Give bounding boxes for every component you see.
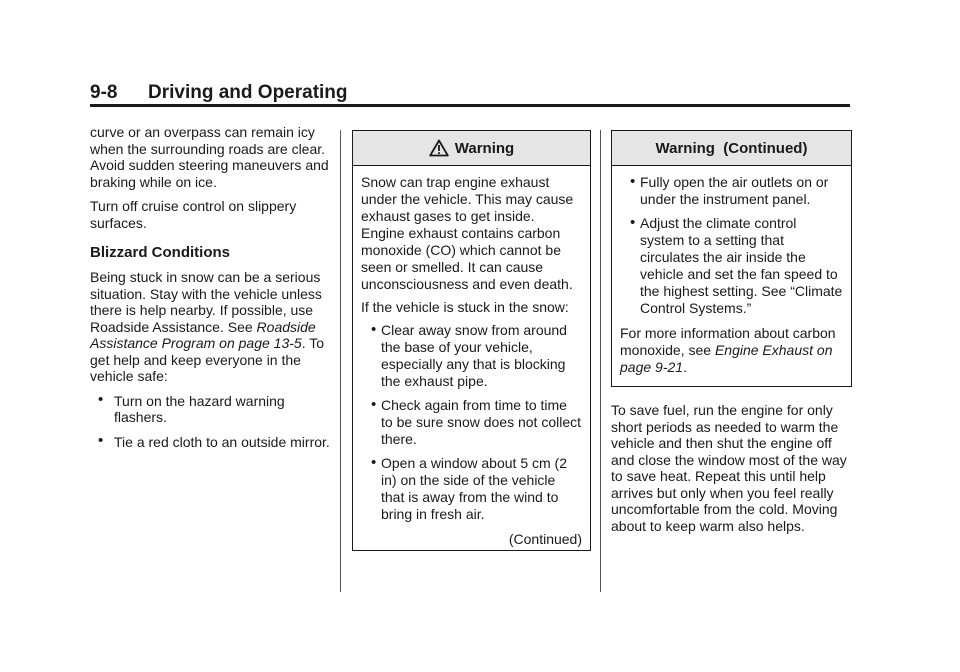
page-number: 9-8 xyxy=(90,82,118,103)
paragraph-more-info: For more information about carbon monoxide, see Engine Exhaust on page 9-21. xyxy=(620,325,836,375)
paragraph-if-stuck: If the vehicle is stuck in the snow: xyxy=(361,299,569,315)
column-left xyxy=(90,124,340,458)
column-right-text xyxy=(611,402,851,542)
page-header xyxy=(90,80,850,106)
column-divider xyxy=(600,130,601,592)
list-item: • Tie a red cloth to an outside mirror. xyxy=(90,434,340,451)
warning-triangle-icon xyxy=(429,139,449,157)
paragraph-stuck-in-snow: Being stuck in snow can be a serious situation. Stay with the vehicle unless there is help nearby. If possible, use Roadside Assistance. See Roadside Assistance Program on page 13-5. To get help and keep everyone in the vehicle safe: xyxy=(90,269,324,384)
link-engine-exhaust[interactable]: Engine Exhaust on page 9-21 xyxy=(620,342,833,375)
warning-continued-box xyxy=(611,130,852,387)
chapter-title: Driving and Operating xyxy=(148,82,348,103)
paragraph-exhaust: Snow can trap engine exhaust under the vehicle. This may cause exhaust gases to get inside. Engine exhaust contains carbon monoxide (CO) which cannot be seen or smelled. It can cause unconsciousness and even death. xyxy=(361,174,574,292)
list-item: • Turn on the hazard warning flashers. xyxy=(90,393,340,426)
warning-body xyxy=(353,166,590,552)
warning-title: Warning xyxy=(454,139,515,157)
link-roadside-assistance[interactable]: Roadside Assistance Program on page 13-5 xyxy=(90,318,316,351)
warning-continued-header xyxy=(612,131,851,166)
column-divider xyxy=(340,130,341,592)
warning-list xyxy=(361,322,582,523)
warning-header xyxy=(353,131,590,166)
warning-box xyxy=(352,130,591,551)
paragraph-cruise-control: Turn off cruise control on slippery surfaces. xyxy=(90,198,297,231)
warning-continued-body xyxy=(612,166,851,386)
section-heading-blizzard: Blizzard Conditions xyxy=(90,244,230,261)
header-rule xyxy=(90,104,850,107)
warning-continued-title: Warning (Continued) xyxy=(655,139,808,157)
continued-label: (Continued) xyxy=(508,531,582,547)
list-item: • Fully open the air outlets on or under the instrument panel. xyxy=(620,174,843,208)
list-item: • Check again from time to time to be sure snow does not collect there. xyxy=(361,397,582,448)
paragraph-save-fuel: To save fuel, run the engine for only short periods as needed to warm the vehicle and then shut the engine off and close the window most of the way to save heat. Repeat this until help arrives but only when you feel really uncomfortable from the cold. Moving about to keep warm also helps. xyxy=(611,402,847,534)
list-item: • Open a window about 5 cm (2 in) on the side of the vehicle that is away from the wind to bring in fresh air. xyxy=(361,455,582,523)
paragraph-icy-roads: curve or an overpass can remain icy when the surrounding roads are clear. Avoid sudden steering maneuvers and braking while on ice. xyxy=(90,124,329,190)
list-item: • Clear away snow from around the base of your vehicle, especially any that is blocking the exhaust pipe. xyxy=(361,322,582,390)
list-item: • Adjust the climate control system to a setting that circulates the air inside the vehicle and set the fan speed to the highest setting. See “Climate Control Systems.” xyxy=(620,215,843,317)
warning-continued-list xyxy=(620,174,843,317)
safety-list xyxy=(90,393,340,451)
